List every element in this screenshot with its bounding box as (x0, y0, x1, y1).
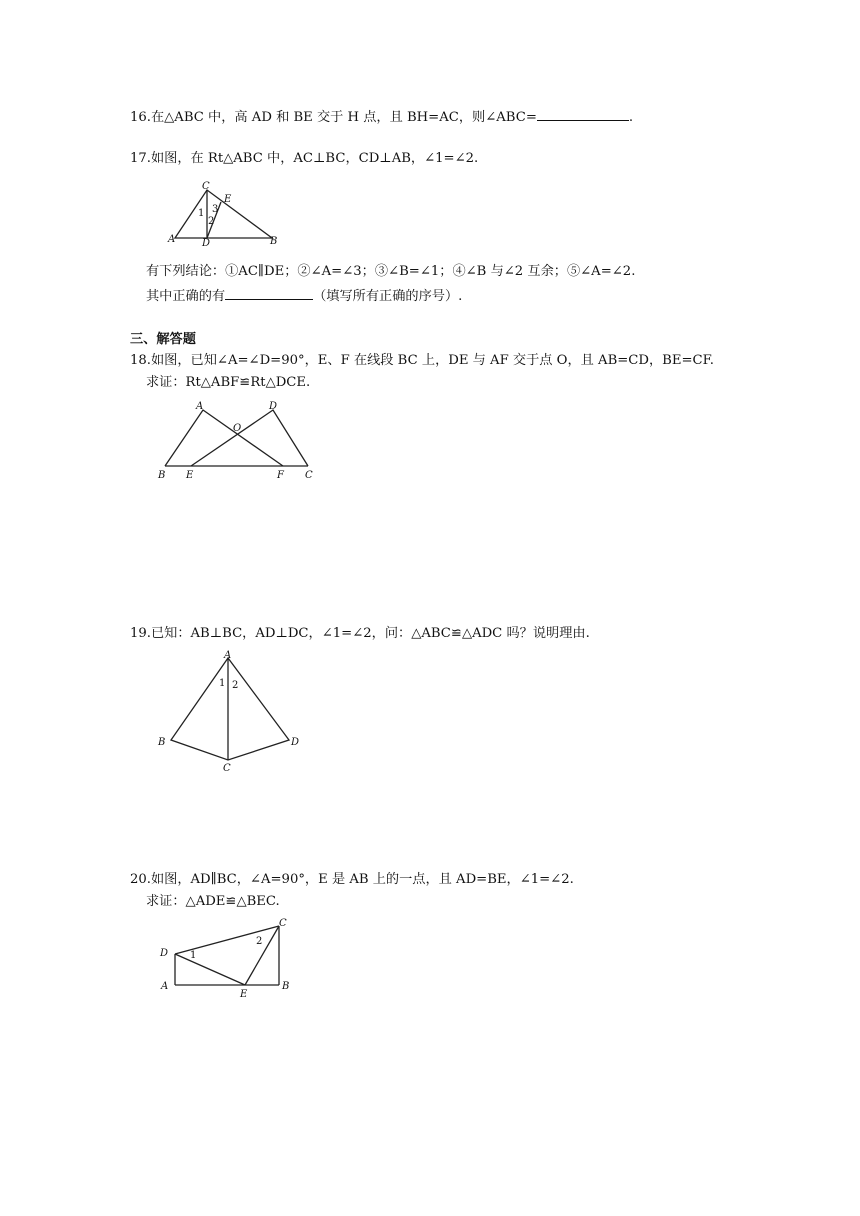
question-17-answer-suffix: （填写所有正确的序号）. (313, 289, 463, 304)
label-c: C (223, 763, 231, 774)
question-17-stem: 17.如图，在 Rt△ABC 中，AC⊥BC，CD⊥AB，∠1=∠2. (130, 151, 479, 166)
label-angle-3: 3 (212, 204, 219, 215)
label-a: A (168, 234, 176, 245)
label-f: F (277, 470, 284, 481)
label-d: D (269, 401, 278, 412)
triangle-dce (191, 410, 308, 466)
question-18-stem: 18.如图，已知∠A=∠D=90°，E、F 在线段 BC 上，DE 与 AF 交于点 O，且 AB=CD，BE=CF. (130, 353, 714, 368)
quadrilateral-abcd (171, 658, 289, 760)
question-18-prove: 求证：Rt△ABF≌Rt△DCE. (146, 375, 311, 390)
label-angle-2: 2 (256, 936, 263, 947)
label-b: B (158, 470, 166, 481)
label-e: E (186, 470, 194, 481)
segment-ec (245, 926, 279, 985)
label-b: B (282, 981, 290, 992)
figure-q18 (155, 398, 325, 482)
label-c: C (202, 181, 210, 192)
answer-blank-16[interactable] (537, 106, 629, 121)
question-20-stem: 20.如图，AD∥BC，∠A=90°，E 是 AB 上的一点，且 AD=BE，∠1=∠2. (130, 872, 574, 887)
label-e: E (240, 989, 248, 1000)
label-d: D (291, 737, 300, 748)
label-d: D (202, 238, 211, 249)
label-c: C (305, 470, 313, 481)
answer-blank-17[interactable] (225, 285, 313, 300)
question-17-answer-prefix: 其中正确的有 (146, 289, 226, 304)
triangle-abf (165, 410, 283, 466)
question-16 (130, 106, 633, 127)
label-angle-1: 1 (190, 950, 197, 961)
question-16-end: . (628, 110, 634, 125)
segment-de (175, 954, 245, 985)
label-c: C (279, 918, 287, 929)
label-a: A (196, 401, 204, 412)
label-e: E (224, 194, 232, 205)
label-a: A (224, 650, 232, 661)
question-16-text: 16.在△ABC 中，高 AD 和 BE 交于 H 点，且 BH=AC，则∠ABC= (130, 110, 537, 125)
label-o: O (233, 423, 242, 434)
section-title-answers: 三、解答题 (130, 332, 196, 347)
figure-q19 (155, 648, 305, 776)
label-b: B (270, 236, 278, 247)
label-a: A (161, 981, 169, 992)
question-20-prove: 求证：△ADE≌△BEC. (146, 894, 280, 909)
label-angle-2: 2 (208, 216, 215, 227)
label-b: B (158, 737, 166, 748)
figure-q17 (165, 181, 285, 249)
question-17-answer (146, 285, 462, 306)
label-angle-1: 1 (198, 208, 205, 219)
question-17-conclusions: 有下列结论：①AC∥DE；②∠A=∠3；③∠B=∠1；④∠B 与∠2 互余；⑤∠A=∠2. (146, 264, 636, 279)
figure-q20 (155, 916, 300, 998)
label-angle-1: 1 (219, 678, 226, 689)
question-19-stem: 19.已知：AB⊥BC，AD⊥DC，∠1=∠2，问：△ABC≌△ADC 吗？说明理由. (130, 626, 590, 641)
label-angle-2: 2 (232, 680, 239, 691)
label-d: D (160, 948, 169, 959)
